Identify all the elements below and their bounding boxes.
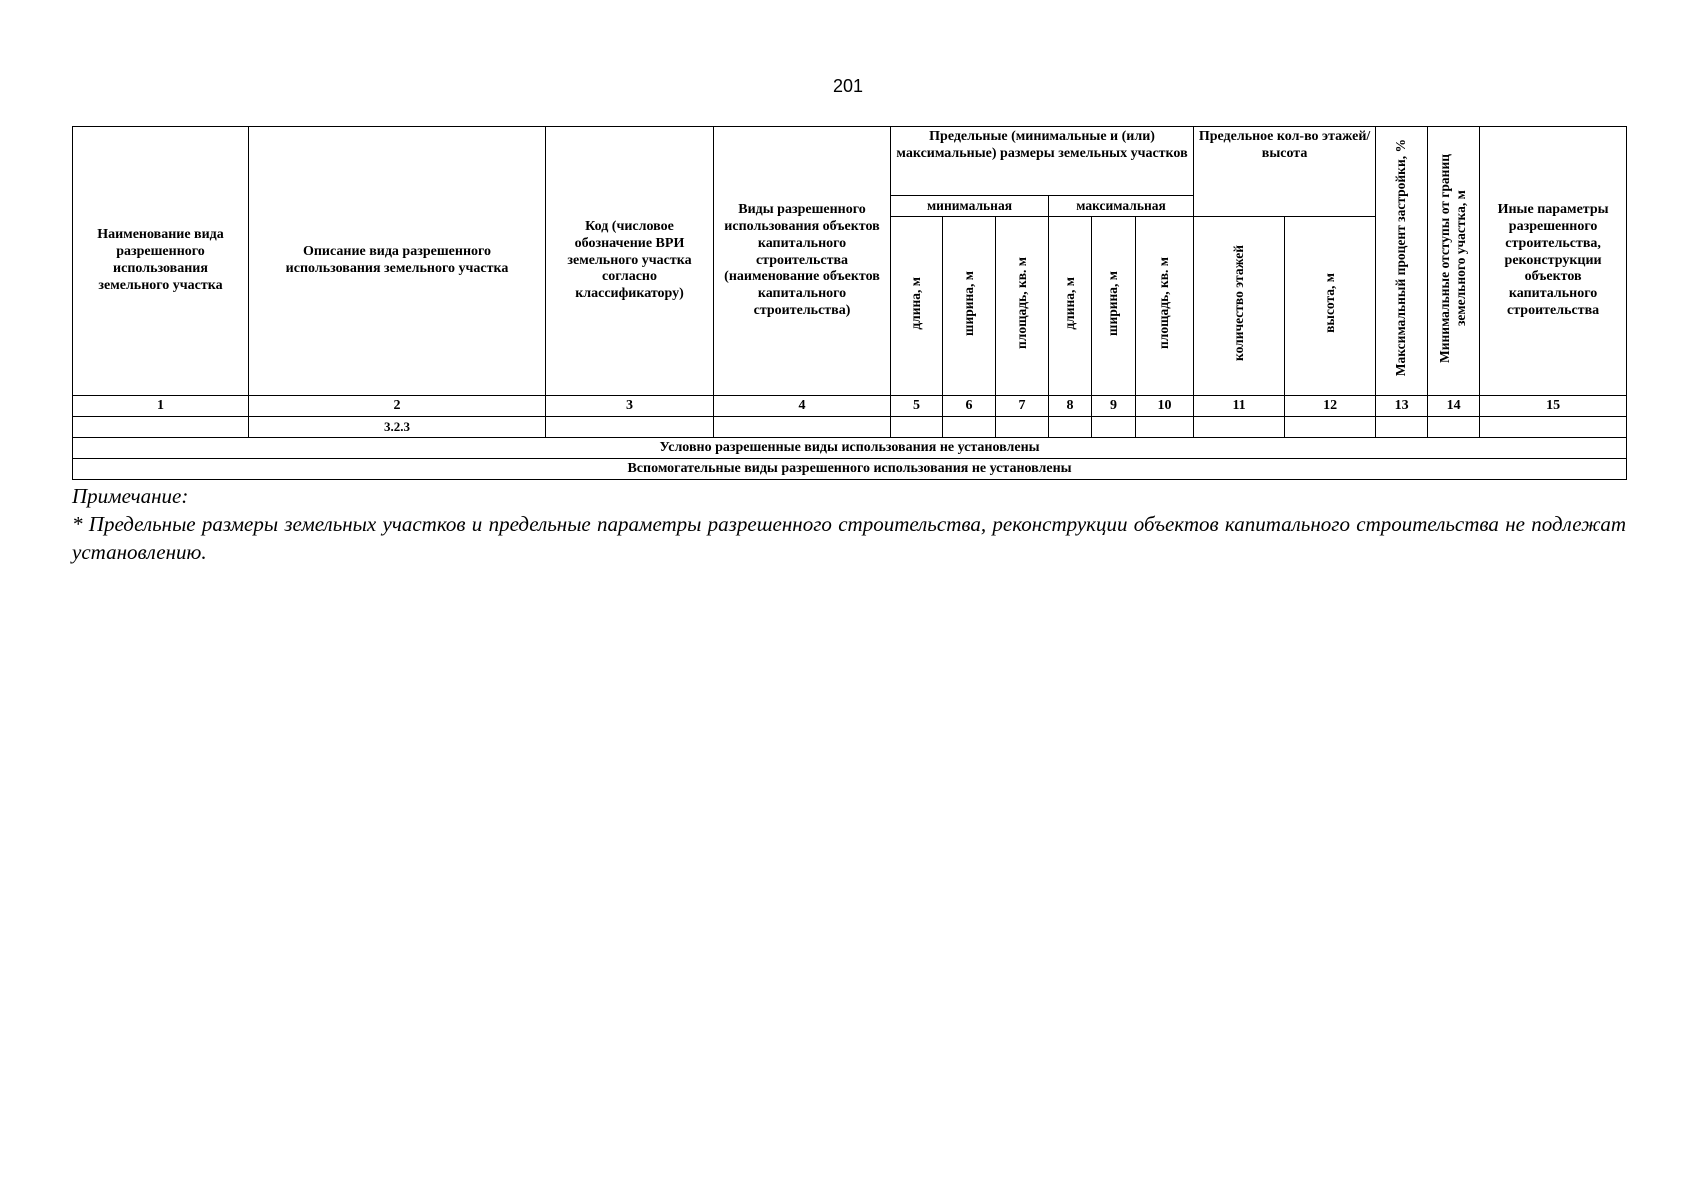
page-number: 201 [832,76,864,96]
header-col15-text: Иные параметры разрешенного строительства, реконструкции объектов капитального строительства [1497,202,1609,318]
column-number: 6 [943,396,996,417]
header-min-area [996,217,1049,396]
cell-empty [1194,417,1285,438]
land-use-table [72,126,1627,480]
header-max-area-text: площадь, кв. м [1156,257,1172,350]
cell-empty [891,417,943,438]
cell-empty [1049,417,1092,438]
column-number: 4 [714,396,891,417]
column-number: 11 [1194,396,1285,417]
header-max-length-text: длина, м [1061,276,1077,330]
header-max-width-text: ширина, м [1105,270,1121,336]
column-number: 1 [73,396,249,417]
cell-empty [1285,417,1376,438]
table-row [73,417,1627,438]
cell-empty [943,417,996,438]
cell-empty [1136,417,1194,438]
cell-empty [73,417,249,438]
cell-empty [996,417,1049,438]
header-col3-text: Код (числовое обозначение ВРИ земельного участка согласно классификатору) [567,219,692,302]
note-text: * Предельные размеры земельных участков и предельные параметры разрешенного строительства, реконструкции объектов капитального строительства не подлежат установлению. [72,512,1626,564]
header-height-text: высота, м [1321,273,1337,334]
header-minimal: минимальная [891,196,1049,217]
header-max-width [1092,217,1136,396]
header-min-length [891,217,943,396]
header-col13 [1376,127,1428,396]
column-number: 12 [1285,396,1376,417]
header-row-1 [73,127,1627,196]
column-numbers-row [73,396,1627,417]
header-group-sizes: Предельные (минимальные и (или) максимальные) размеры земельных участков [891,127,1194,196]
header-maximal: максимальная [1049,196,1194,217]
header-col1-text: Наименование вида разрешенного использования земельного участка [97,227,224,293]
header-col4 [714,127,891,396]
conditional-uses-row [73,438,1627,459]
header-col4-text: Виды разрешенного использования объектов капитального строительства (наименование объектов капитального строительства) [724,202,880,318]
header-max-length [1049,217,1092,396]
header-floors-count [1194,217,1285,396]
header-col2-text: Описание вида разрешенного использования земельного участка [285,244,509,276]
column-number: 2 [249,396,546,417]
header-min-length-text: длина, м [908,276,924,330]
column-number: 14 [1428,396,1480,417]
header-col14 [1428,127,1480,396]
cell-empty [1480,417,1627,438]
column-number: 5 [891,396,943,417]
header-min-area-text: площадь, кв. м [1013,257,1029,350]
column-number: 13 [1376,396,1428,417]
header-col15 [1480,127,1627,396]
header-col3 [546,127,714,396]
header-col2 [249,127,546,396]
cell-description: 3.2.3 [249,417,546,438]
cell-empty [714,417,891,438]
header-col14-text: Минимальные отступы от границ земельного участка, м [1437,153,1469,363]
header-height [1285,217,1376,396]
cell-empty [1376,417,1428,438]
column-number: 10 [1136,396,1194,417]
header-floors-count-text: количество этажей [1230,245,1246,362]
cell-empty [1092,417,1136,438]
column-number: 8 [1049,396,1092,417]
header-min-width-text: ширина, м [960,270,976,336]
header-min-width [943,217,996,396]
header-max-area [1136,217,1194,396]
auxiliary-uses-text: Вспомогательные виды разрешенного использования не установлены [73,459,1627,480]
conditional-uses-text: Условно разрешенные виды использования не установлены [73,438,1627,459]
column-number: 9 [1092,396,1136,417]
header-col13-text: Максимальный процент застройки, % [1393,139,1409,377]
header-group-floors: Предельное кол-во этажей/высота [1194,127,1376,217]
cell-empty [546,417,714,438]
header-col1 [73,127,249,396]
column-number: 15 [1480,396,1627,417]
cell-empty [1428,417,1480,438]
column-number: 3 [546,396,714,417]
note-title: Примечание: [72,484,189,508]
column-number: 7 [996,396,1049,417]
auxiliary-uses-row [73,459,1627,480]
